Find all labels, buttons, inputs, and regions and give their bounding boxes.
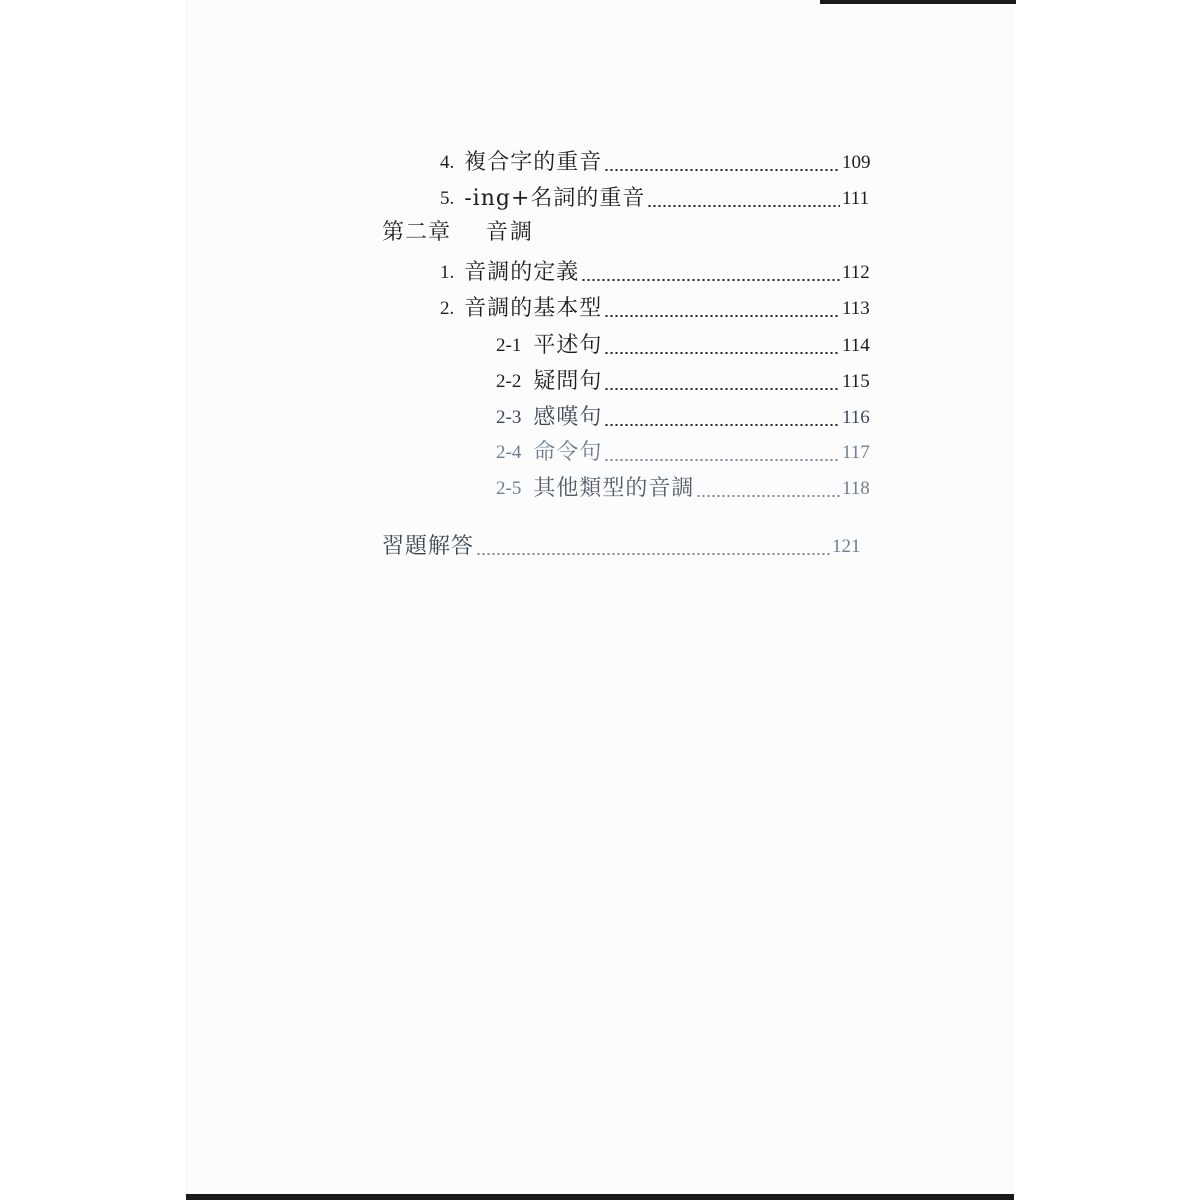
dot-leader	[476, 553, 830, 555]
entry-number: 2-4	[496, 442, 522, 463]
entry-title: 感嘆句	[533, 405, 603, 430]
chapter-heading	[382, 218, 534, 248]
entry-number: 5.	[440, 188, 455, 209]
entry-page: 112	[842, 262, 870, 283]
entry-title: 疑問句	[533, 369, 603, 394]
dot-leader	[604, 388, 840, 390]
toc-sub-entry	[496, 329, 876, 359]
entry-page: 111	[842, 188, 870, 209]
entry-page: 109	[842, 152, 871, 173]
entry-page: 116	[842, 407, 870, 428]
entry-page: 117	[842, 442, 870, 463]
entry-title: 命令句	[533, 440, 603, 465]
dot-leader	[647, 205, 840, 207]
entry-page: 118	[842, 478, 870, 499]
toc-sub-entry	[496, 472, 876, 502]
entry-title: 其他類型的音調	[533, 476, 695, 501]
toc-sub-entry	[496, 401, 876, 431]
entry-number: 2-3	[496, 407, 522, 428]
chapter-label: 第二章	[382, 220, 452, 245]
entry-page: 113	[842, 298, 870, 319]
dot-leader	[604, 315, 840, 317]
entry-number: 1.	[440, 262, 455, 283]
entry-title: 複合字的重音	[464, 150, 603, 175]
entry-page: 115	[842, 371, 870, 392]
entry-number: 2-2	[496, 371, 522, 392]
entry-number: 4.	[440, 152, 455, 173]
entry-page: 121	[832, 536, 861, 557]
entry-title: -ing+名詞的重音	[464, 186, 646, 211]
toc-sub-entry	[496, 436, 876, 466]
dot-leader	[604, 459, 840, 461]
entry-number: 2-5	[496, 478, 522, 499]
toc-entry	[440, 256, 876, 286]
entry-title: 音調的基本型	[464, 296, 603, 321]
entry-number: 2-1	[496, 335, 522, 356]
entry-page: 114	[842, 335, 870, 356]
chapter-title: 音調	[486, 220, 535, 245]
dot-leader	[604, 352, 840, 354]
dot-leader	[604, 169, 840, 171]
toc-sub-entry	[496, 365, 876, 395]
dot-leader	[696, 495, 840, 497]
toc-entry	[440, 146, 876, 176]
dot-leader	[604, 424, 840, 426]
dot-leader	[581, 279, 840, 281]
entry-title: 音調的定義	[464, 260, 580, 285]
toc-entry-answers	[382, 530, 866, 560]
entry-number: 2.	[440, 298, 455, 319]
toc-entry	[440, 182, 876, 212]
toc-entry	[440, 292, 876, 322]
entry-title: 習題解答	[382, 534, 475, 559]
entry-title: 平述句	[533, 333, 603, 358]
